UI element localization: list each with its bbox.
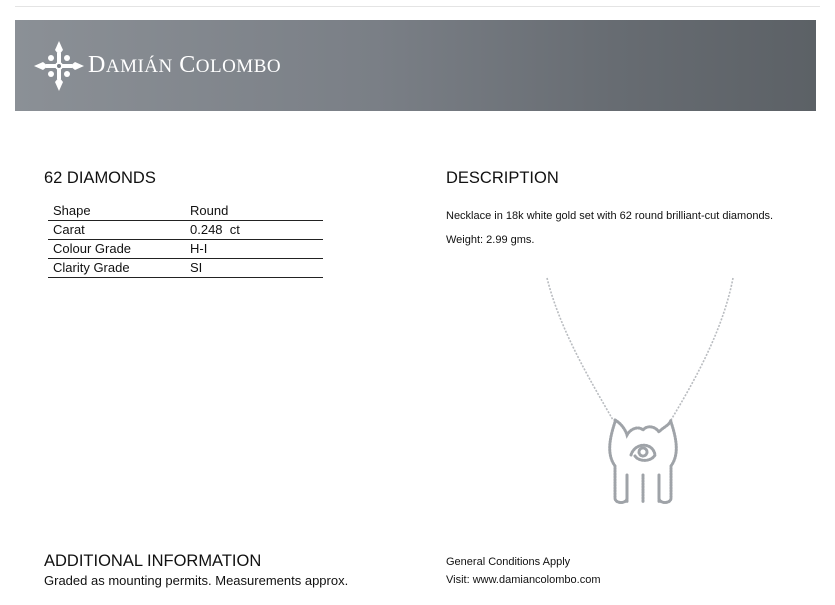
diamond-specs-table [48, 202, 323, 278]
brand-initial-1: D [88, 52, 106, 78]
spec-label: Colour Grade [48, 240, 185, 259]
table-row [48, 221, 323, 240]
weight-text: Weight: 2.99 gms. [446, 234, 535, 246]
description-title: DESCRIPTION [446, 169, 559, 187]
hamsa-necklace-image [535, 270, 745, 515]
description-text: Necklace in 18k white gold set with 62 round brilliant-cut diamonds. [446, 210, 774, 222]
spec-value: SI [185, 259, 323, 278]
header-banner [15, 20, 816, 111]
cross-logo-icon [33, 40, 85, 92]
website-link[interactable]: www.damiancolombo.com [472, 574, 601, 586]
spec-value: 0.248 ct [185, 221, 323, 240]
brand-name [88, 52, 281, 79]
brand-initial-2: C [179, 52, 196, 78]
spec-label: Clarity Grade [48, 259, 185, 278]
brand-rest-1: AMIÁN [105, 56, 173, 77]
visit-label: Visit: [446, 574, 473, 586]
brand-rest-2: OLOMBO [195, 56, 282, 77]
table-row [48, 259, 323, 278]
spec-value: Round [185, 202, 323, 221]
table-row [48, 240, 323, 259]
spec-label: Shape [48, 202, 185, 221]
visit-line [446, 574, 600, 586]
spec-label: Carat [48, 221, 185, 240]
additional-info-text: Graded as mounting permits. Measurements approx. [44, 573, 349, 588]
spec-value: H-I [185, 240, 323, 259]
diamonds-title: 62 DIAMONDS [44, 169, 156, 187]
additional-info-title: ADDITIONAL INFORMATION [44, 552, 262, 570]
general-conditions-text: General Conditions Apply [446, 556, 571, 568]
table-row [48, 202, 323, 221]
top-rule [15, 6, 820, 7]
